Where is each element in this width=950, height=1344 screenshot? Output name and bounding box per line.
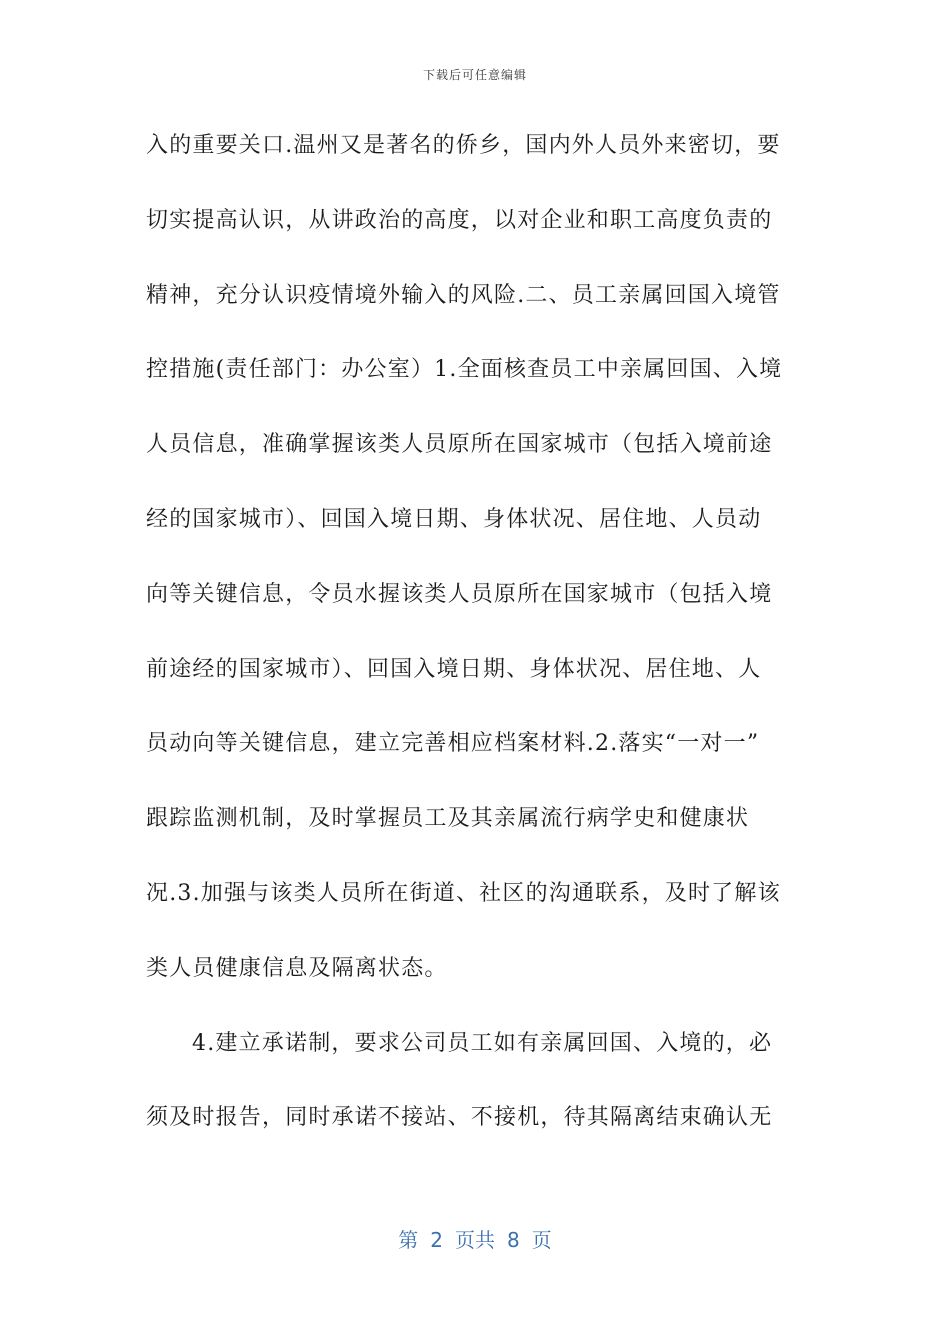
text-line-indented: 4.建立承诺制，要求公司员工如有亲属回国、入境的，必 — [192, 1030, 773, 1056]
page-header: 下载后可任意编辑 — [422, 68, 527, 82]
page-prefix: 第 — [398, 1228, 419, 1252]
text-line: 前途经的国家城市）、回国入境日期、身体状况、居住地、人 — [146, 656, 762, 682]
current-page: 2 — [430, 1228, 443, 1252]
text-line: 员动向等关键信息，建立完善相应档案材料.2.落实“一对一” — [146, 731, 760, 757]
text-line: 切实提高认识，从讲政治的高度，以对企业和职工高度负责的 — [146, 207, 773, 233]
text-line: 人员信息，准确掌握该类人员原所在国家城市（包括入境前途 — [146, 432, 773, 458]
text-line: 须及时报告，同时承诺不接站、不接机，待其隔离结束确认无 — [146, 1105, 773, 1131]
text-line: 精神，充分认识疫情境外输入的风险.二、员工亲属回国入境管 — [146, 282, 781, 308]
text-line: 控措施(责任部门：办公室）1.全面核查员工中亲属回国、入境 — [146, 357, 783, 383]
text-line: 入的重要关口.温州又是著名的侨乡，国内外人员外来密切，要 — [146, 133, 781, 158]
text-line: 况.3.加强与该类人员所在街道、社区的沟通联系，及时了解该 — [146, 880, 781, 906]
text-line: 跟踪监测机制，及时掌握员工及其亲属流行病学史和健康状 — [146, 806, 750, 832]
text-line: 经的国家城市）、回国入境日期、身体状况、居住地、人员动 — [146, 506, 762, 532]
page-number — [0, 1224, 950, 1253]
total-pages: 8 — [507, 1228, 520, 1252]
text-line: 向等关键信息，令员水握该类人员原所在国家城市（包括入境 — [146, 581, 773, 607]
text-line: 类人员健康信息及隔离状态。 — [146, 955, 448, 981]
document-body — [146, 118, 806, 1165]
page-suffix: 页 — [531, 1228, 552, 1252]
page-mid: 页共 — [455, 1228, 495, 1252]
